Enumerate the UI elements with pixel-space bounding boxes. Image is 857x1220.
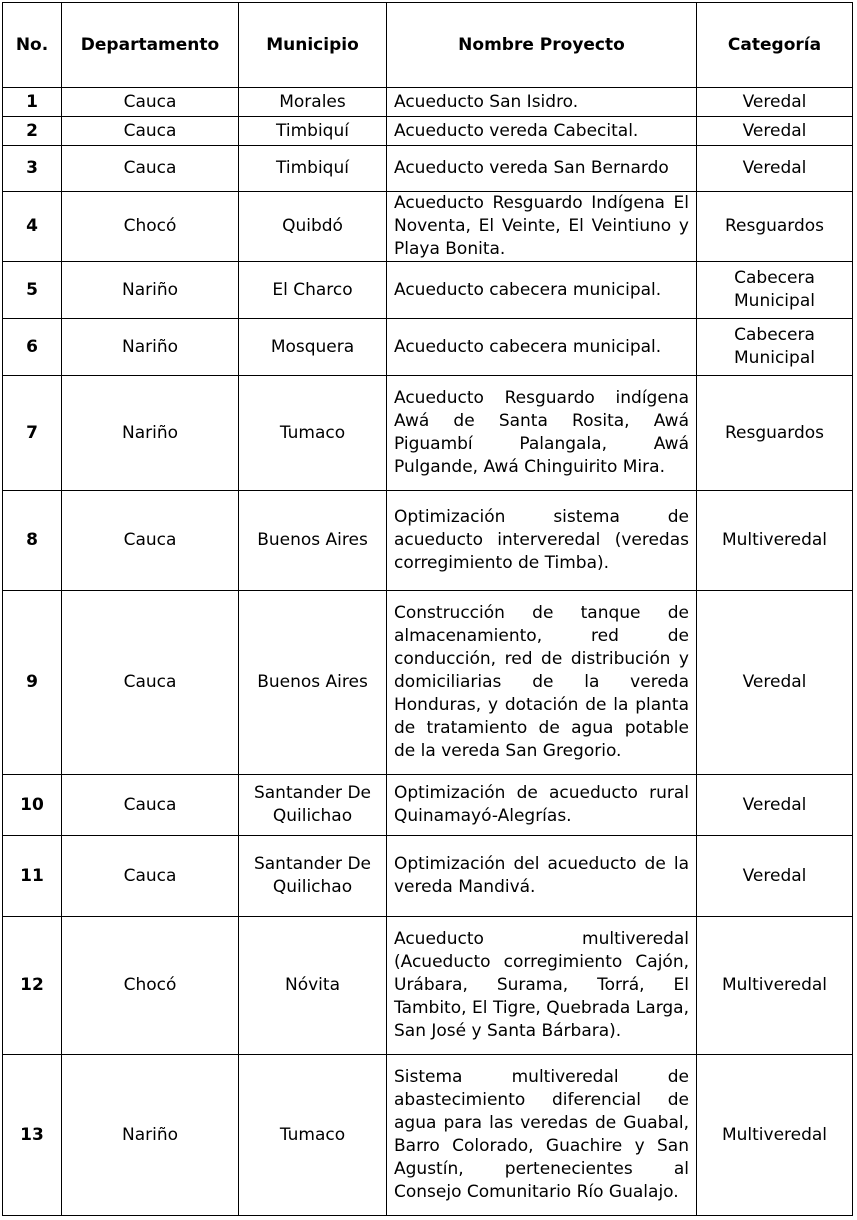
cell-categoria: Cabecera Municipal (697, 262, 853, 319)
cell-municipio: Tumaco (239, 1055, 387, 1216)
cell-no: 1 (3, 88, 62, 117)
cell-categoria: Cabecera Municipal (697, 319, 853, 376)
cell-nombre-proyecto: Acueducto cabecera municipal. (387, 319, 697, 376)
cell-municipio: Mosquera (239, 319, 387, 376)
cell-nombre-proyecto: Acueducto vereda San Bernardo (387, 146, 697, 192)
cell-nombre-proyecto: Acueducto cabecera municipal. (387, 262, 697, 319)
table-row (3, 1055, 853, 1216)
table-row (3, 262, 853, 319)
cell-categoria: Veredal (697, 146, 853, 192)
cell-departamento: Nariño (62, 376, 239, 491)
cell-no: 2 (3, 117, 62, 146)
cell-departamento: Cauca (62, 146, 239, 192)
cell-departamento: Cauca (62, 88, 239, 117)
cell-nombre-proyecto: Sistema multiveredal de abastecimiento diferencial de agua para las veredas de Guabal, Barro Colorado, Guachire y San Agustín, pertenecientes al Consejo Comunitario Río Gualajo. (387, 1055, 697, 1216)
cell-departamento: Cauca (62, 117, 239, 146)
table-row (3, 775, 853, 836)
cell-categoria: Resguardos (697, 376, 853, 491)
cell-municipio: Santander De Quilichao (239, 775, 387, 836)
header-categoria: Categoría (697, 3, 853, 88)
table-row (3, 146, 853, 192)
cell-categoria: Resguardos (697, 192, 853, 262)
cell-departamento: Nariño (62, 262, 239, 319)
cell-departamento: Nariño (62, 319, 239, 376)
cell-categoria: Multiveredal (697, 1055, 853, 1216)
cell-no: 13 (3, 1055, 62, 1216)
cell-municipio: Morales (239, 88, 387, 117)
table-row (3, 917, 853, 1055)
cell-no: 3 (3, 146, 62, 192)
cell-nombre-proyecto: Optimización del acueducto de la vereda Mandivá. (387, 836, 697, 917)
cell-nombre-proyecto: Optimización de acueducto rural Quinamayó-Alegrías. (387, 775, 697, 836)
cell-municipio: Nóvita (239, 917, 387, 1055)
table-row (3, 319, 853, 376)
cell-no: 10 (3, 775, 62, 836)
table-row (3, 591, 853, 775)
cell-categoria: Multiveredal (697, 491, 853, 591)
cell-categoria: Veredal (697, 117, 853, 146)
cell-municipio: Quibdó (239, 192, 387, 262)
header-municipio: Municipio (239, 3, 387, 88)
cell-nombre-proyecto: Acueducto vereda Cabecital. (387, 117, 697, 146)
table-row (3, 88, 853, 117)
cell-departamento: Cauca (62, 491, 239, 591)
cell-categoria: Veredal (697, 591, 853, 775)
header-departamento: Departamento (62, 3, 239, 88)
cell-categoria: Veredal (697, 836, 853, 917)
cell-no: 6 (3, 319, 62, 376)
cell-departamento: Cauca (62, 836, 239, 917)
cell-categoria: Multiveredal (697, 917, 853, 1055)
table-body (3, 88, 853, 1216)
cell-nombre-proyecto: Acueducto multiveredal (Acueducto corregimiento Cajón, Urábara, Surama, Torrá, El Tambito, El Tigre, Quebrada Larga, San José y Santa Bárbara). (387, 917, 697, 1055)
cell-departamento: Nariño (62, 1055, 239, 1216)
cell-departamento: Chocó (62, 192, 239, 262)
table-row (3, 376, 853, 491)
cell-municipio: Buenos Aires (239, 591, 387, 775)
table-row (3, 836, 853, 917)
cell-nombre-proyecto: Construcción de tanque de almacenamiento, red de conducción, red de distribución y domiciliarias de la vereda Honduras, y dotación de la planta de tratamiento de agua potable de la vereda San Gregorio. (387, 591, 697, 775)
table-row (3, 117, 853, 146)
cell-municipio: El Charco (239, 262, 387, 319)
cell-no: 12 (3, 917, 62, 1055)
cell-categoria: Veredal (697, 775, 853, 836)
table-row (3, 491, 853, 591)
table-header-row (3, 3, 853, 88)
cell-no: 8 (3, 491, 62, 591)
cell-no: 5 (3, 262, 62, 319)
header-no: No. (3, 3, 62, 88)
cell-nombre-proyecto: Optimización sistema de acueducto interveredal (veredas corregimiento de Timba). (387, 491, 697, 591)
cell-categoria: Veredal (697, 88, 853, 117)
cell-no: 9 (3, 591, 62, 775)
table-row (3, 192, 853, 262)
cell-departamento: Cauca (62, 775, 239, 836)
cell-nombre-proyecto: Acueducto Resguardo Indígena El Noventa, El Veinte, El Veintiuno y Playa Bonita. (387, 192, 697, 262)
cell-municipio: Timbiquí (239, 146, 387, 192)
cell-departamento: Chocó (62, 917, 239, 1055)
cell-nombre-proyecto: Acueducto Resguardo indígena Awá de Santa Rosita, Awá Piguambí Palangala, Awá Pulgande, Awá Chinguirito Mira. (387, 376, 697, 491)
cell-municipio: Tumaco (239, 376, 387, 491)
cell-municipio: Buenos Aires (239, 491, 387, 591)
cell-municipio: Timbiquí (239, 117, 387, 146)
cell-no: 11 (3, 836, 62, 917)
projects-table (2, 2, 853, 1216)
cell-no: 4 (3, 192, 62, 262)
cell-municipio: Santander De Quilichao (239, 836, 387, 917)
cell-nombre-proyecto: Acueducto San Isidro. (387, 88, 697, 117)
cell-no: 7 (3, 376, 62, 491)
header-nombre-proyecto: Nombre Proyecto (387, 3, 697, 88)
cell-departamento: Cauca (62, 591, 239, 775)
